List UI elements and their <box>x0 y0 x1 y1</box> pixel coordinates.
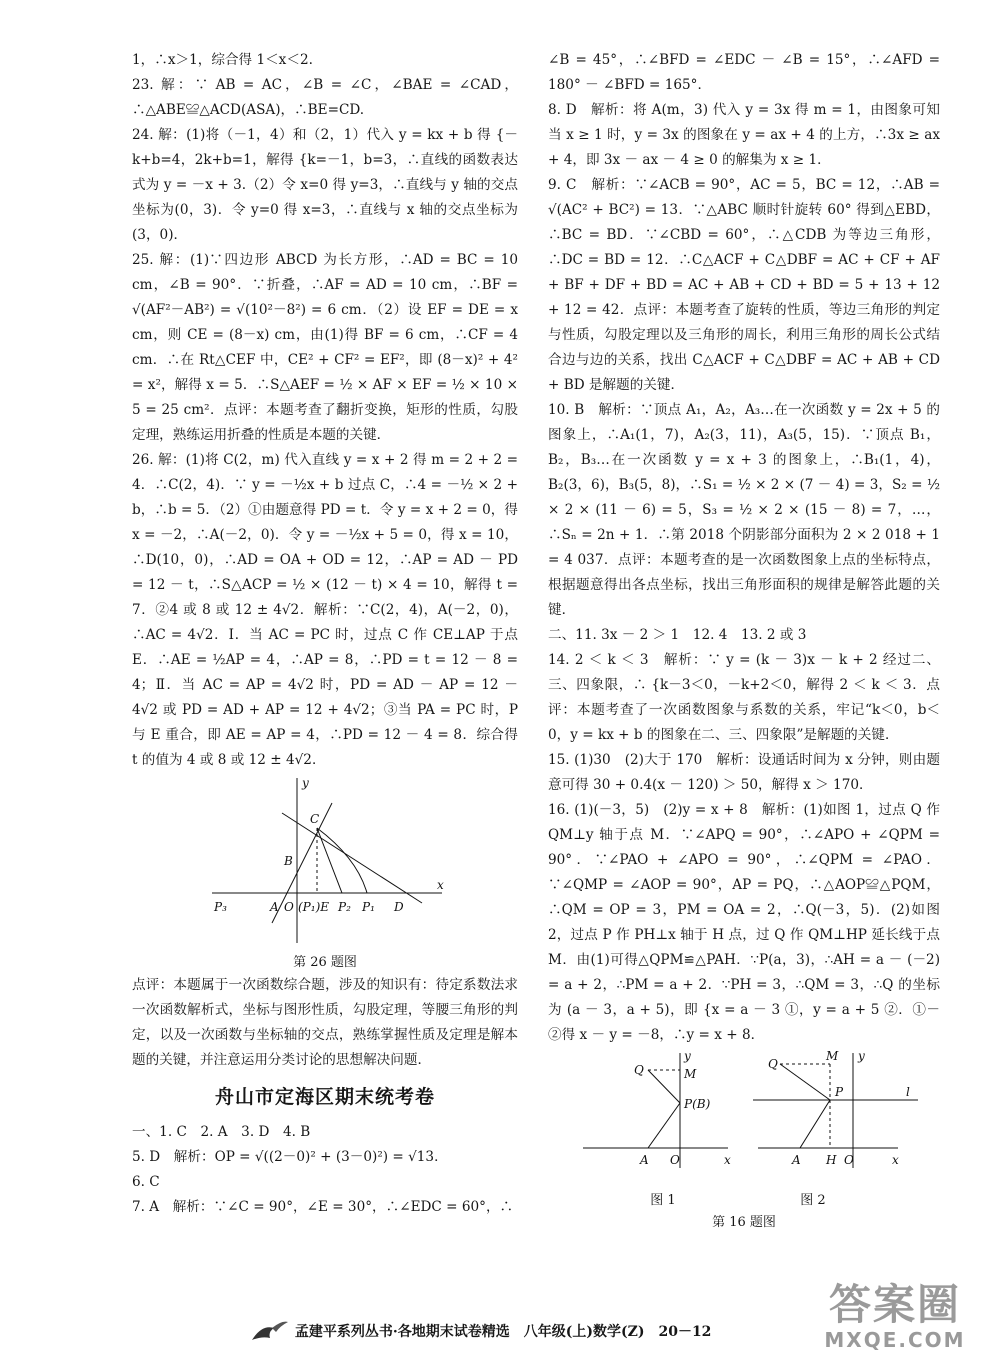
fig2-line-ap <box>800 1100 830 1148</box>
fig1-line-pq <box>648 1070 680 1103</box>
fig26-label: O <box>284 900 294 914</box>
fig2-label: P <box>835 1085 844 1099</box>
figure-26 <box>132 773 518 953</box>
section-title: 舟山市定海区期末统考卷 <box>214 1086 435 1108</box>
paragraph: 1，∴x＞1，综合得 1＜x＜2. <box>132 52 313 68</box>
fig26-label: P₃ <box>214 900 227 914</box>
fig2-label: Q <box>768 1057 778 1071</box>
paragraph: 24. 解：(1)将（－1，4）和（2，1）代入 y = kx + b 得 {－k+b=4，2k+b=1，解得 {k=－1，b=3，∴直线的函数表达式为 y = －x + 3.（2）令 x=0 得 y=3，∴直线与 y 轴的交点坐标为(0，3)．令 y=0 得 x=3，∴直线与 x 轴的交点坐标为(3，0)． <box>132 127 518 243</box>
fig2-caption: 图 2 <box>800 1193 826 1208</box>
paragraph: 25. 解：(1)∵四边形 ABCD 为长方形，∴AD = BC = 10 cm，∠B = 90°．∵折叠，∴AF = AD = 10 cm，∴BF = √(AF²－AB²) = √(10²－8²) = 6 cm．（2）设 EF = DE = x cm，则 CE = (8－x) cm，由(1)得 BF = 6 cm，∴CF = 4 cm．∴在 Rt△CEF 中，CE² + CF² = EF²，即 (8－x)² + 4² = x²，解得 x = 5．∴S△AEF = ½ × AF × EF = ½ × 10 × 5 = 25 cm²．点评：本题考查了翻折变换，矩形的性质，勾股定理，熟练运用折叠的性质是本题的关键． <box>132 252 518 443</box>
fig2-line-pq <box>780 1064 830 1100</box>
paragraph: 14. 2 ＜ k ＜ 3 解析：∵ y = (k － 3)x － k + 2 经过二、三、四象限，∴ {k－3＜0，－k+2＜0，解得 2 ＜ k ＜ 3．点评：本题考查了一次函数图象与系数的关系，牢记“k＜0，b＜0，y = kx + b 的图象在二、三、四象限”是解题的关键． <box>548 652 940 743</box>
figure-16-caption: 第 16 题图 <box>712 1215 776 1230</box>
fig1-label: P(B) <box>684 1097 711 1111</box>
figure-16-subcaptions <box>588 1188 888 1213</box>
fig26-label: D <box>394 900 404 914</box>
paragraph: 15. (1)30 (2)大于 170 解析：设通话时间为 x 分钟，则由题意可得 30 + 0.4(x － 120) ＞ 50，解得 x ＞ 170． <box>548 752 940 793</box>
fig1-label: x <box>724 1153 731 1167</box>
fig1-label: O <box>670 1153 680 1167</box>
fig1-line-ap <box>648 1103 680 1148</box>
paragraph: 8. D 解析：将 A(m，3) 代入 y = 3x 得 m = 1，由图象可知当 x ≥ 1 时，y = 3x 的图象在 y = ax + 4 的上方，∴3x ≥ ax + 4，即 3x － ax － 4 ≥ 0 的解集为 x ≥ 1． <box>548 102 940 168</box>
fig26-label: P₂ <box>338 900 351 914</box>
left-column <box>132 48 518 1220</box>
watermark-logo: 答案圈 <box>828 1280 961 1329</box>
fig1-caption: 图 1 <box>650 1193 676 1208</box>
answer-line: 6. C <box>132 1174 160 1190</box>
comment: 点评：本题属于一次函数综合题，涉及的知识有：待定系数法求一次函数解析式，坐标与图形性质，勾股定理，等腰三角形的判定，以及一次函数与坐标轴的交点，熟练掌握性质及定理是解本题的关键，并注意运用分类讨论的思想解决问题． <box>132 977 518 1068</box>
watermark-url: MXQE.COM <box>824 1328 966 1352</box>
footer-text: 孟建平系列丛书·各地期末试卷精选 八年级(上)数学(Z) 20－12 <box>294 1324 712 1340</box>
fig1-label: Q <box>634 1063 644 1077</box>
paragraph: 9. C 解析：∵∠ACB = 90°，AC = 5，BC = 12，∴AB = √(AC² + BC²) = 13．∵△ABC 顺时针旋转 60° 得到△EBD，∴BC = BD．∵∠CBD = 60°，∴△CDB 为等边三角形，∴DC = BD = 12．∴C△ACF + C△DBF = AC + CF + AF + BF + DF + BD = AC + AB + CD + BD = 5 + 13 + 12 + 12 = 42．点评：本题考查了旋转的性质，等边三角形的判定与性质，勾股定理以及三角形的周长，利用三角形的周长公式结合边与边的关系，找出 C△ACF + C△DBF = AC + AB + CD + BD 是解题的关键． <box>548 177 940 393</box>
answer-line: 一、1. C 2. A 3. D 4. B <box>132 1124 311 1140</box>
fig2-label: H <box>826 1153 837 1167</box>
paragraph: 26. 解：(1)将 C(2，m) 代入直线 y = x + 2 得 m = 2 + 2 = 4．∴C(2，4)．∵ y = －½x + b 过点 C，∴4 = －½ × 2 + b，∴b = 5．（2）①由题意得 PD = t．令 y = x + 2 = 0，得 x = －2，∴A(－2，0)．令 y = －½x + 5 = 0，得 x = 10，∴D(10，0)，∴AD = OA + OD = 12，∴AP = AD － PD = 12 － t，∴S△ACP = ½ × (12 － t) × 4 = 10，解得 t = 7．②4 或 8 或 12 ± 4√2．解析：∵C(2，4)，A(－2，0)，∴AC = 4√2．Ⅰ．当 AC = PC 时，过点 C 作 CE⊥AP 于点 E．∴AE = ½AP = 4，∴AP = 8，∴PD = t = 12 － 8 = 4；Ⅱ．当 AC = AP = 4√2 时，PD = AD － AP = 12 － 4√2 或 PD = AD + AP = 12 + 4√2；③当 PA = PC 时，P 与 E 重合，即 AE = AP = 4，∴PD = 12 － 4 = 8．综合得 t 的值为 4 或 8 或 12 ± 4√2． <box>132 452 518 768</box>
fig2-label: l <box>906 1085 910 1099</box>
fig2-label: y <box>858 1049 865 1063</box>
paragraph: 二、11. 3x － 2 ＞ 1 12. 4 13. 2 或 3 <box>548 627 807 643</box>
answer-line: 7. A 解析：∵∠C = 90°，∠E = 30°，∴∠EDC = 60°，∴ <box>132 1199 514 1215</box>
fig2-label: O <box>844 1153 854 1167</box>
bird-logo-icon <box>250 1318 290 1346</box>
fig1-label: A <box>640 1153 649 1167</box>
fig2-label: A <box>792 1153 801 1167</box>
fig26-label: A <box>270 900 279 914</box>
arc-cp1 <box>317 828 367 893</box>
fig1-label: y <box>684 1049 691 1063</box>
right-column <box>548 48 940 1233</box>
fig26-label: (P₁)E <box>298 900 330 914</box>
paragraph: ∠B = 45°，∴∠BFD = ∠EDC － ∠B = 15°，∴∠AFD = 180° － ∠BFD = 165°． <box>548 52 940 93</box>
paragraph: 16. (1)(－3，5) (2)y = x + 8 解析：(1)如图 1，过点 Q 作 QM⊥y 轴于点 M．∵∠APQ = 90°，∴∠APO + ∠QPM = 90°．∵∠PAO + ∠APO = 90°，∴∠QPM = ∠PAO．∵∠QMP = ∠AOP = 90°，AP = PQ，∴△AOP≌△PQM，∴QM = OP = 3，PM = OA = 2，∴Q(－3，5)．(2)如图 2，过点 P 作 PH⊥x 轴于 H 点，过 Q 作 QM⊥HP 延长线于点 M．由(1)可得△QPM≌△PAH．∵P(a，3)，∴AH = a － (－2) = a + 2，∴PM = a + 2．∵PH = 3，∴QM = 3，∴Q 的坐标为 (a － 3，a + 5)，即 {x = a － 3 ①，y = a + 5 ②．①－②得 x － y = －8，∴y = x + 8． <box>548 802 940 1043</box>
fig26-label: y <box>302 776 309 790</box>
answer-line: 5. D 解析：OP = √((2－0)² + (3－0)²) = √13． <box>132 1149 448 1165</box>
fig1-label: M <box>684 1067 697 1081</box>
fig2-label: M <box>826 1049 839 1063</box>
paragraph: 23. 解：∵ AB = AC，∠B = ∠C，∠BAE = ∠CAD，∴△ABE≌△ACD(ASA)，∴BE=CD. <box>132 77 518 118</box>
fig26-label: x <box>437 878 444 892</box>
fig26-label: P₁ <box>362 900 375 914</box>
watermark <box>810 1282 980 1352</box>
figure-16 <box>548 1048 940 1188</box>
fig26-label: C <box>310 812 320 826</box>
figure-26-caption: 第 26 题图 <box>293 955 357 970</box>
fig2-label: x <box>892 1153 899 1167</box>
line-cd <box>282 813 422 903</box>
paragraph: 10. B 解析：∵顶点 A₁，A₂，A₃…在一次函数 y = 2x + 5 的图象上，∴A₁(1，7)，A₂(3，11)，A₃(5，15)．∵顶点 B₁，B₂，B₃…在一次函数 y = x + 3 的图象上，∴B₁(1，4)，B₂(3，6)，B₃(5，8)，∴S₁ = ½ × 2 × (7 － 4) = 3，S₂ = ½ × 2 × (11 － 6) = 5，S₃ = ½ × 2 × (15 － 8) = 7，…，∴Sₙ = 2n + 1．∴第 2018 个阴影部分面积为 2 × 2 018 + 1 = 4 037．点评：本题考查的是一次函数图象上点的坐标特点，根据题意得出各点坐标，找出三角形面积的规律是解答此题的关键． <box>548 402 940 618</box>
footer <box>250 1318 711 1346</box>
fig26-label: B <box>284 854 293 868</box>
